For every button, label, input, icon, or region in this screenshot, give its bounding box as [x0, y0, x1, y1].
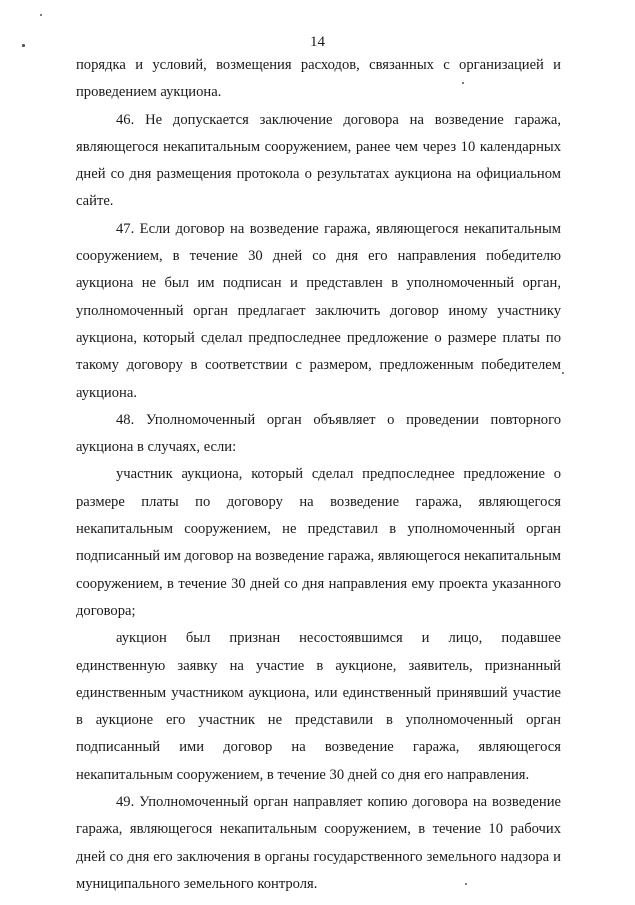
- paragraph-47: 47. Если договор на возведение гаража, являющегося некапитальным сооружением, в течение 30 дней со дня его направления победителю аукциона не был им подписан и представлен в уполномоченный орган, уполномоченный орган предлагает заключить договор иному участнику аукциона, который сделал предпоследнее предложение о размере платы по такому договору в соответствии с размером, предложенным победителем аукциона.: [76, 220, 561, 401]
- paragraph-48-case-1: участник аукциона, который сделал предпоследнее предложение о размере платы по договору на возведение гаража, являющегося некапитальным сооружением, не представил в уполномоченный орган подписанный им договор на возведение гаража, являющегося некапитальным сооружением, в течение 30 дней со дня направления ему проекта указанного договора;: [76, 466, 561, 619]
- paragraph-48-case-2: аукцион был признан несостоявшимся и лицо, подавшее единственную заявку на участие в аукционе, заявитель, признанный единственным участником аукциона, или единственный принявший участие в аукционе его участник не представили в уполномоченный орган подписанный ими договор на возведение гаража, являющегося некапитальным сооружением, в течение 30 дней со дня его направления.: [76, 630, 561, 783]
- paragraph-continuation: порядка и условий, возмещения расходов, связанных с организацией и проведением аукциона.: [76, 57, 561, 101]
- paragraph-49: 49. Уполномоченный орган направляет копию договора на возведение гаража, являющегося некапитальным сооружением, в течение 10 рабочих дней со дня его заключения в органы государственного земельного надзора и муниципального земельного контроля.: [76, 794, 561, 892]
- page-number: 14: [310, 34, 325, 50]
- scan-speck: [562, 372, 564, 374]
- scan-speck: [40, 14, 42, 16]
- document-body: [76, 52, 561, 898]
- paragraph-46: 46. Не допускается заключение договора на возведение гаража, являющегося некапитальным сооружением, ранее чем через 10 календарных дней со дня размещения протокола о результатах аукциона на официальном сайте.: [76, 111, 561, 210]
- paragraph-48: 48. Уполномоченный орган объявляет о проведении повторного аукциона в случаях, если:: [76, 411, 561, 456]
